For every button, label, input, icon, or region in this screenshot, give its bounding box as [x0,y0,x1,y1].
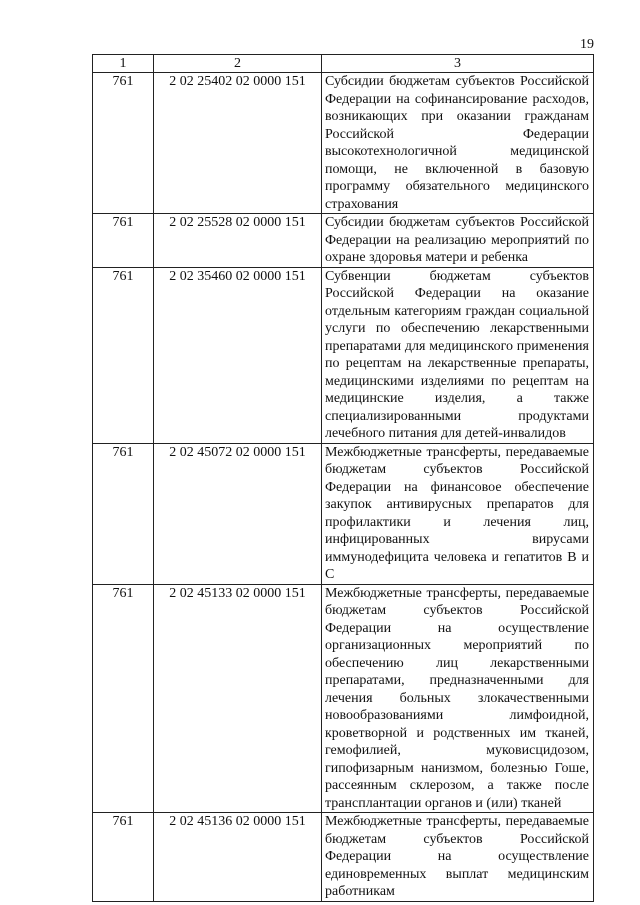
budget-code-cell: 2 02 25528 02 0000 151 [154,214,322,268]
admin-code-cell: 761 [93,443,154,584]
description-cell: Субсидии бюджетам субъектов Российской Федерации на софинансирование расходов, возникающих при оказании гражданам Российской Федерации высокотехнологичной медицинской помощи, не включенной в базовую программу обязательного медицинского страхования [322,73,594,214]
budget-code-cell: 2 02 45136 02 0000 151 [154,813,322,902]
table-row [93,813,594,902]
table-row [93,584,594,813]
table-header-row [93,55,594,73]
description-cell: Межбюджетные трансферты, передаваемые бюджетам субъектов Российской Федерации на осуществление единовременных выплат медицинским работникам [322,813,594,902]
admin-code-cell: 761 [93,267,154,443]
budget-code-cell: 2 02 25402 02 0000 151 [154,73,322,214]
table-row [93,73,594,214]
column-header: 1 [93,55,154,73]
table-row [93,267,594,443]
table-row [93,214,594,268]
column-header: 2 [154,55,322,73]
description-cell: Субсидии бюджетам субъектов Российской Федерации на реализацию мероприятий по охране здоровья матери и ребенка [322,214,594,268]
description-cell: Субвенции бюджетам субъектов Российской Федерации на оказание отдельным категориям граждан социальной услуги по обеспечению лекарственными препаратами для медицинского применения по рецептам на лекарственные препараты, медицинскими изделиями по рецептам на медицинские изделия, а также специализированными продуктами лечебного питания для детей-инвалидов [322,267,594,443]
budget-code-cell: 2 02 45133 02 0000 151 [154,584,322,813]
admin-code-cell: 761 [93,214,154,268]
admin-code-cell: 761 [93,73,154,214]
admin-code-cell: 761 [93,584,154,813]
description-cell: Межбюджетные трансферты, передаваемые бюджетам субъектов Российской Федерации на финансовое обеспечение закупок антивирусных препаратов для профилактики и лечения лиц, инфицированных вирусами иммунодефицита человека и гепатитов В и С [322,443,594,584]
budget-codes-table [92,54,594,902]
page-number: 19 [580,37,594,52]
column-header: 3 [322,55,594,73]
admin-code-cell: 761 [93,813,154,902]
table-row [93,443,594,584]
description-cell: Межбюджетные трансферты, передаваемые бюджетам субъектов Российской Федерации на осуществление организационных мероприятий по обеспечению лиц лекарственными препаратами, предназначенными для лечения больных злокачественными новообразованиями лимфоидной, кроветворной и родственных им тканей, гемофилией, муковисцидозом, гипофизарным нанизмом, болезнью Гоше, рассеянным склерозом, а также после трансплантации органов и (или) тканей [322,584,594,813]
budget-code-cell: 2 02 45072 02 0000 151 [154,443,322,584]
budget-code-cell: 2 02 35460 02 0000 151 [154,267,322,443]
